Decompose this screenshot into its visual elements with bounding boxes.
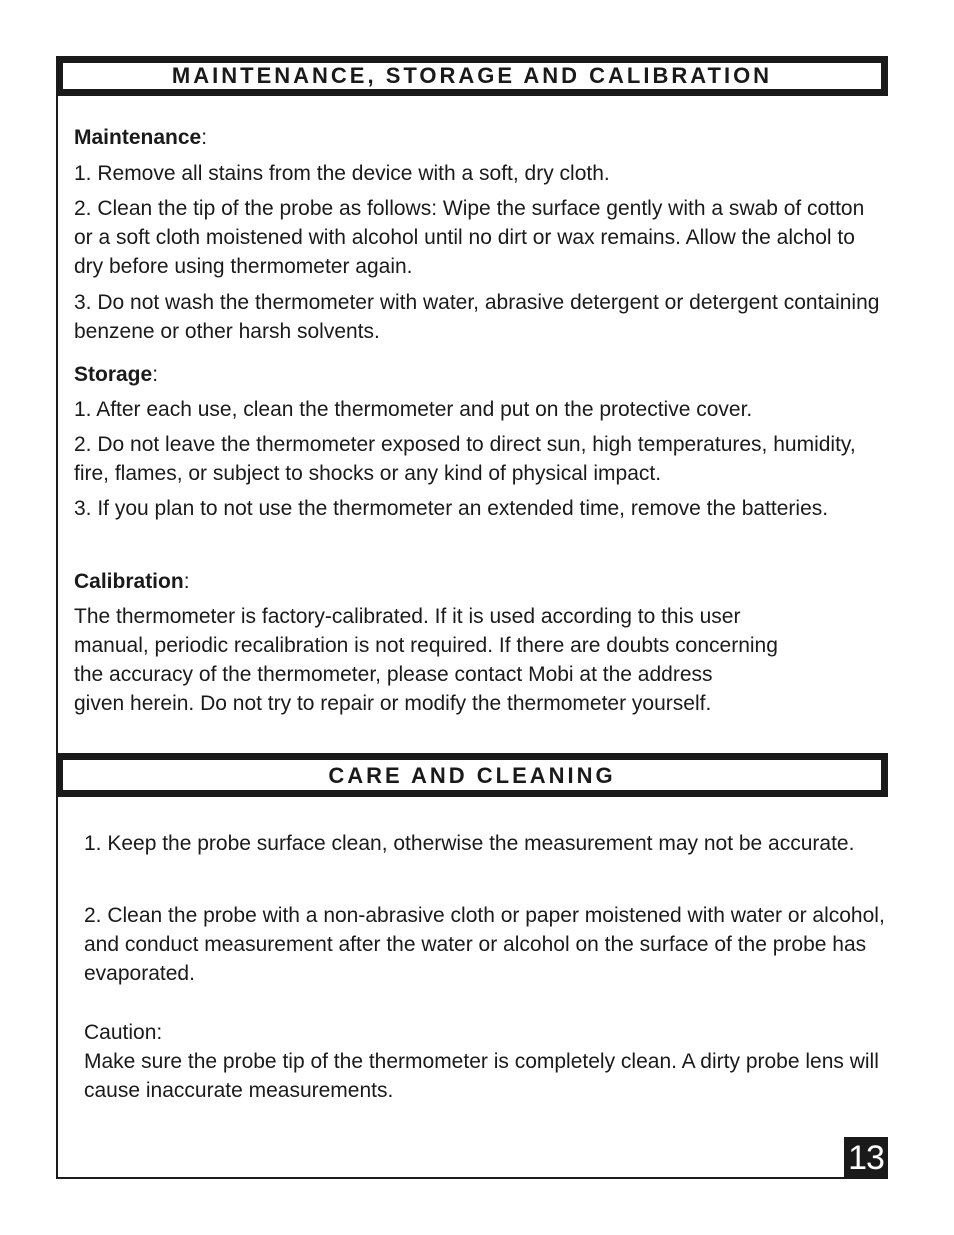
maintenance-section-header [56,56,888,96]
storage-heading: Storage: [74,363,159,386]
calibration-line: manual, periodic recalibration is not required. If there are doubts concerning [74,634,778,657]
caution-text: Make sure the probe tip of the thermometer is completely clean. A dirty probe lens will cause inaccurate measurements. [84,1050,879,1102]
maintenance-heading: Maintenance: [74,126,208,149]
care-item-1: 1. Keep the probe surface clean, otherwise the measurement may not be accurate. [84,832,855,855]
maintenance-heading-label: Maintenance [74,126,202,149]
maintenance-item-3: 3. Do not wash the thermometer with water, abrasive detergent or detergent containing benzene or other harsh solvents. [74,291,880,343]
page-frame-bottom-border [56,1177,888,1179]
storage-item-3: 3. If you plan to not use the thermometer an extended time, remove the batteries. [74,497,829,520]
storage-item-1: 1. After each use, clean the thermometer and put on the protective cover. [74,398,753,421]
calibration-line: given herein. Do not try to repair or modify the thermometer yourself. [74,692,712,715]
care-item-2: 2. Clean the probe with a non-abrasive cloth or paper moistened with water or alcohol, and conduct measurement after the water or alcohol on the surface of the probe has evaporated. [84,904,885,985]
maintenance-item-1: 1. Remove all stains from the device with a soft, dry cloth. [74,162,610,185]
storage-heading-label: Storage [74,363,153,386]
storage-item-2: 2. Do not leave the thermometer exposed to direct sun, high temperatures, humidity, fire, flames, or subject to shocks or any kind of physical impact. [74,433,856,485]
page-number: 13 [844,1137,888,1179]
calibration-body [74,602,886,718]
maintenance-section-title: MAINTENANCE, STORAGE AND CALIBRATION [171,63,773,88]
page-frame-left-border [56,57,58,1178]
care-section-title: CARE AND CLEANING [328,763,616,788]
care-section-header [56,753,888,797]
calibration-line: The thermometer is factory-calibrated. If it is used according to this user [74,605,741,628]
caution-label: Caution: [84,1021,163,1044]
maintenance-item-2: 2. Clean the tip of the probe as follows: Wipe the surface gently with a swab of cotton or a soft cloth moistened with alcohol until no dirt or wax remains. Allow the alchol to dry before using thermometer again. [74,197,865,278]
calibration-line: the accuracy of the thermometer, please contact Mobi at the address [74,663,713,686]
calibration-heading-label: Calibration [74,570,184,593]
calibration-heading: Calibration: [74,570,190,593]
